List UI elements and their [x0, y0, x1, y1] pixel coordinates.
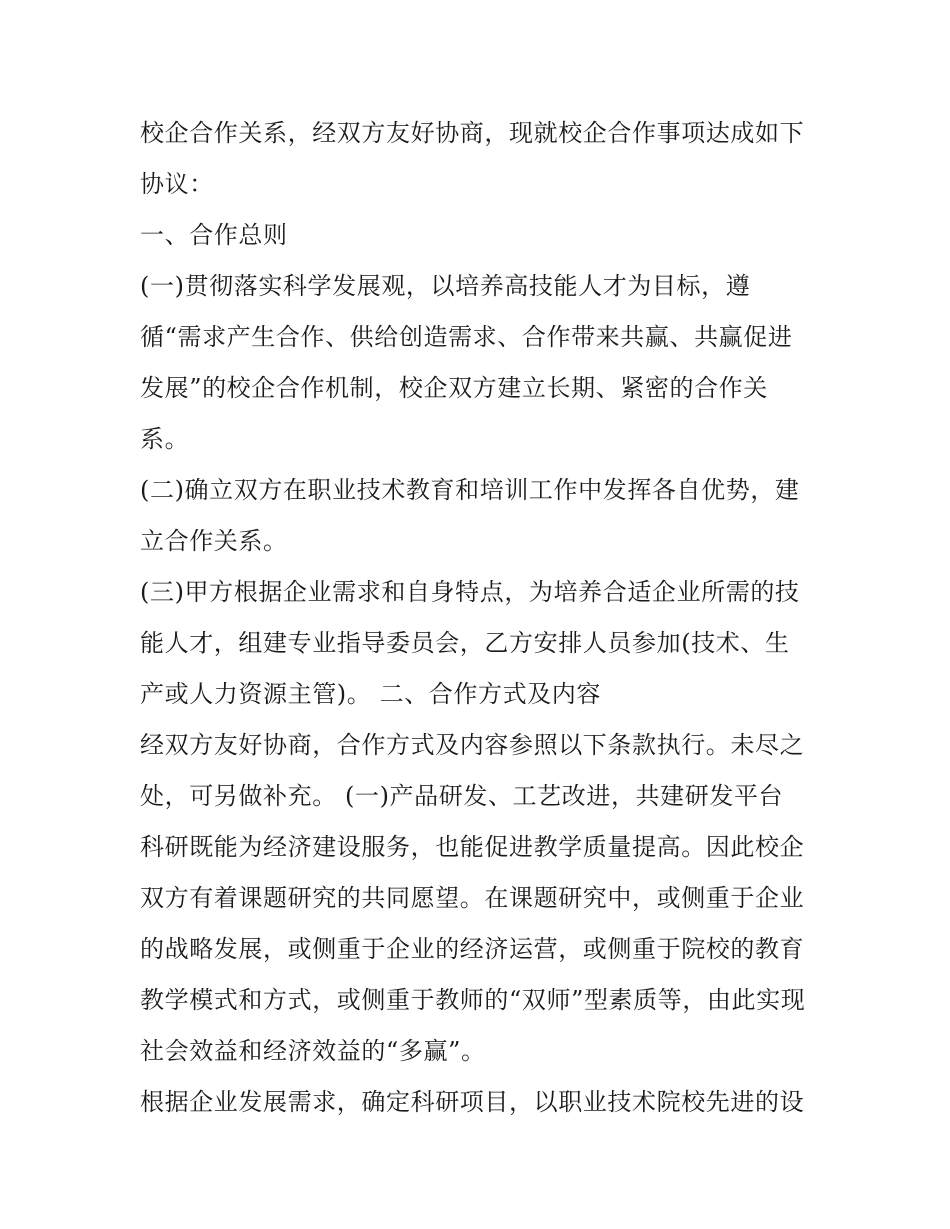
document-body [140, 108, 820, 1128]
text-line: 能人才，组建专业指导委员会，乙方安排人员参加(技术、生 [140, 629, 790, 657]
text-line: 的战略发展，或侧重于企业的经济运营，或侧重于院校的教育 [140, 935, 805, 963]
text-line: 立合作关系。 [140, 527, 288, 555]
text-line: 社会效益和经济效益的“多赢”。 [140, 1037, 486, 1065]
text-line: (一)贯彻落实科学发展观，以培养高技能人才为目标，遵 [140, 272, 751, 300]
section-heading: 一、合作总则 [140, 221, 288, 249]
text-line: 根据企业发展需求，确定科研项目，以职业技术院校先进的设 [140, 1088, 805, 1116]
text-line: (二)确立双方在职业技术教育和培训工作中发挥各自优势，建 [140, 476, 800, 504]
text-line: 经双方友好协商，合作方式及内容参照以下条款执行。未尽之 [140, 731, 805, 759]
text-line: (三)甲方根据企业需求和自身特点，为培养合适企业所需的技 [140, 578, 800, 606]
text-line: 处，可另做补充。 (一)产品研发、工艺改进，共建研发平台 [140, 782, 784, 810]
text-line: 校企合作关系，经双方友好协商，现就校企合作事项达成如下 [140, 119, 805, 147]
text-line: 双方有着课题研究的共同愿望。在课题研究中，或侧重于企业 [140, 884, 805, 912]
text-line: 发展”的校企合作机制，校企双方建立长期、紧密的合作关 [140, 374, 768, 402]
text-line: 协议： [140, 170, 214, 198]
text-line: 教学模式和方式，或侧重于教师的“双师”型素质等，由此实现 [140, 986, 806, 1014]
text-line: 科研既能为经济建设服务，也能促进教学质量提高。因此校企 [140, 833, 805, 861]
text-line: 系。 [140, 425, 190, 453]
text-line: 产或人力资源主管)。 二、合作方式及内容 [140, 680, 601, 708]
text-line: 循“需求产生合作、供给创造需求、合作带来共赢、共赢促进 [140, 323, 793, 351]
